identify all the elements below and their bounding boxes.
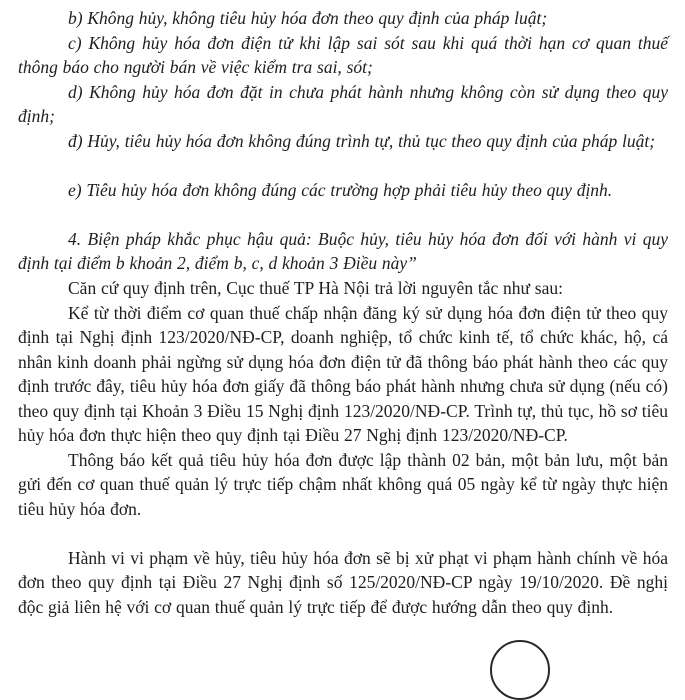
clause-dd-paragraph: đ) Hủy, tiêu hủy hóa đơn không đúng trình tự, thủ tục theo quy định của pháp luật;	[68, 131, 656, 151]
clause-b-paragraph: b) Không hủy, không tiêu hủy hóa đơn theo quy định của pháp luật;	[68, 8, 548, 28]
clause-d-paragraph: d) Không hủy hóa đơn đặt in chưa phát hành nhưng không còn sử dụng theo quy định;	[18, 82, 668, 127]
penalty-paragraph: Hành vi vi phạm về hủy, tiêu hủy hóa đơn sẽ bị xử phạt vi phạm hành chính về hóa đơn theo quy định tại Điều 27 Nghị định số 125/2020/NĐ-CP ngày 19/10/2020. Đề nghị độc giả liên hệ với cơ quan thuế quản lý trực tiếp để được hướng dẫn theo quy định.	[18, 548, 668, 617]
clause-c-paragraph: c) Không hủy hóa đơn điện tử khi lập sai sót sau khi quá thời hạn cơ quan thuế thông báo cho người bán về việc kiểm tra sai, sót;	[18, 33, 668, 78]
notice-paragraph: Thông báo kết quả tiêu hủy hóa đơn được lập thành 02 bản, một bản lưu, một bản gửi đến cơ quan thuế quản lý trực tiếp chậm nhất không quá 05 ngày kể từ ngày thực hiện tiêu hủy hóa đơn.	[18, 450, 668, 519]
clause-e-paragraph: e) Tiêu hủy hóa đơn không đúng các trường hợp phải tiêu hủy theo quy định.	[68, 180, 613, 200]
remedy-paragraph: 4. Biện pháp khắc phục hậu quả: Buộc hủy, tiêu hủy hóa đơn đối với hành vi quy định tại điểm b khoản 2, điểm b, c, d khoản 3 Điều này”	[18, 229, 668, 274]
reply-paragraph: Kể từ thời điểm cơ quan thuế chấp nhận đăng ký sử dụng hóa đơn điện tử theo quy định tại Nghị định 123/2020/NĐ-CP, doanh nghiệp, tổ chức kinh tế, tổ chức khác, hộ, cá nhân kinh doanh phải ngừng sử dụng hóa đơn điện tử đã thông báo phát hành theo các quy định trước đây, tiêu hủy hóa đơn giấy đã thông báo phát hành nhưng chưa sử dụng (nếu có) theo quy định tại Khoản 3 Điều 15 Nghị định 123/2020/NĐ-CP. Trình tự, thủ tục, hồ sơ tiêu hủy hóa đơn thực hiện theo quy định tại Điều 27 Nghị định 123/2020/NĐ-CP.	[18, 303, 668, 446]
basis-paragraph: Căn cứ quy định trên, Cục thuế TP Hà Nội trả lời nguyên tắc như sau:	[68, 278, 563, 298]
seal-stamp-icon	[490, 640, 550, 700]
